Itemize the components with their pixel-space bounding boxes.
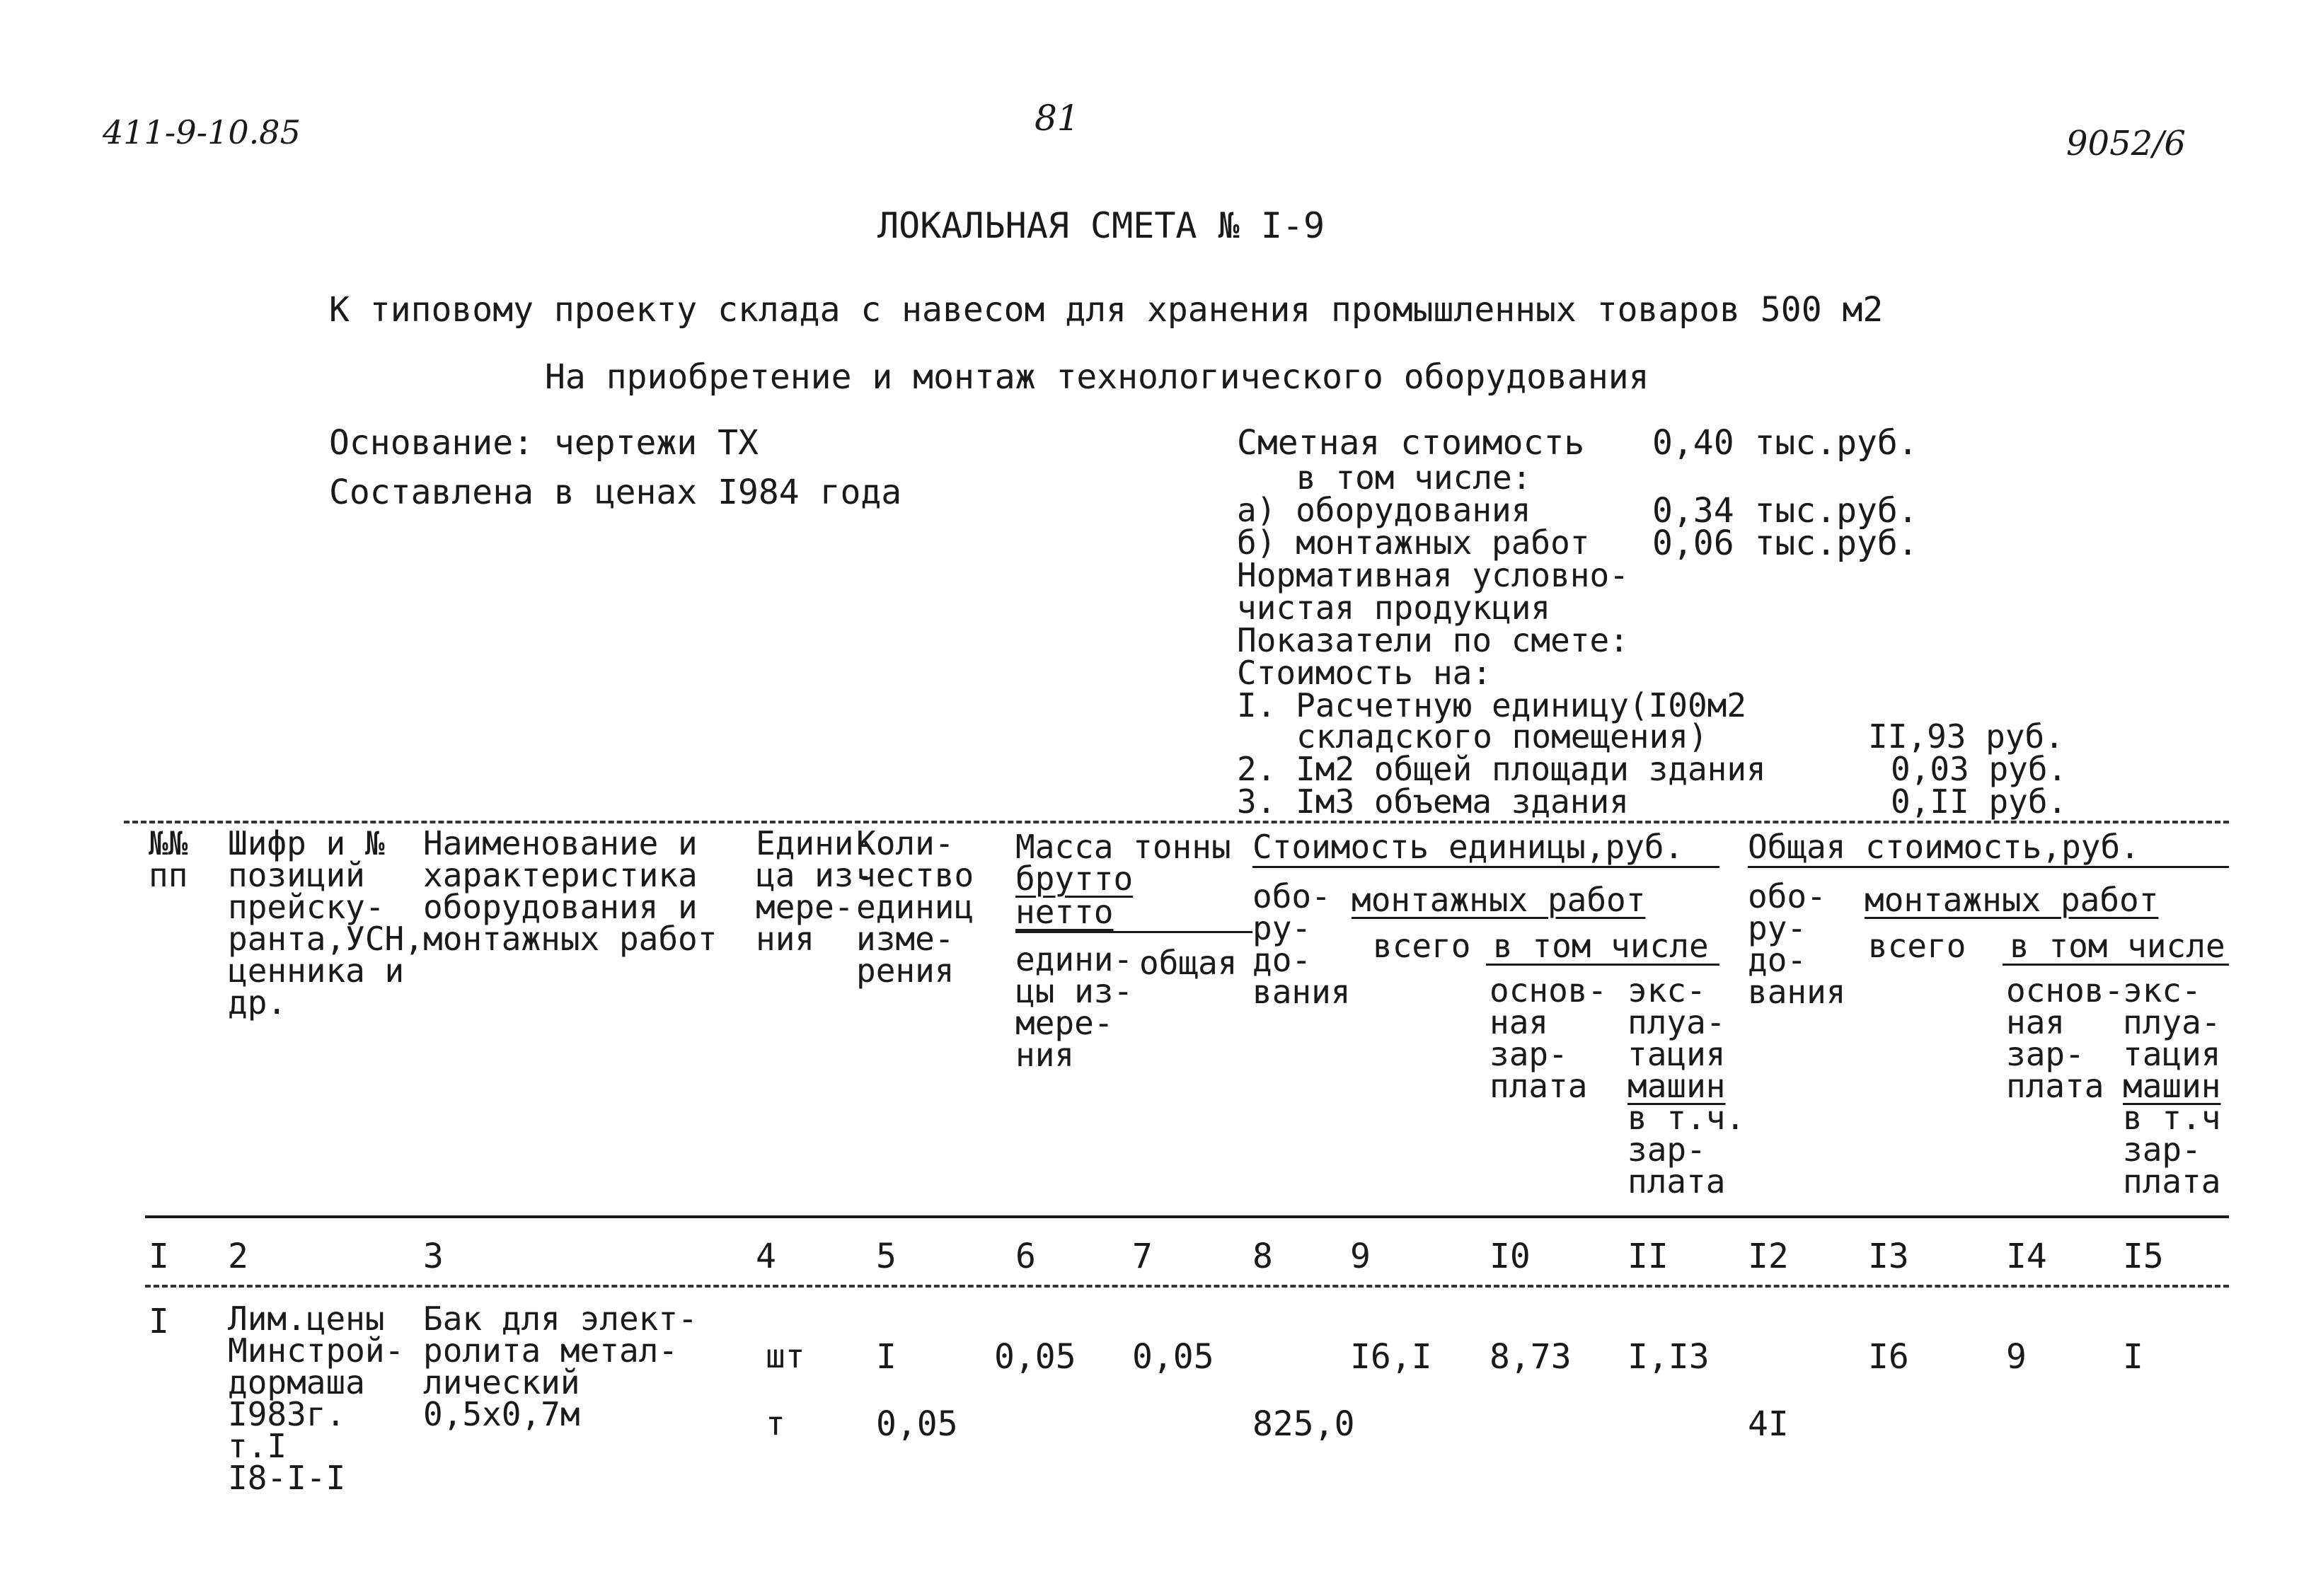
including-label: в том числе: [1296, 458, 1532, 497]
col-num-12: I2 [1748, 1237, 1789, 1276]
header-c10: основ- ная зар- плата [1490, 971, 1608, 1105]
col-num-13: I3 [1868, 1237, 1909, 1276]
header-c3: Наименование и характеристика оборудования и монтажных работ [423, 824, 718, 958]
document-title: ЛОКАЛЬНАЯ СМЕТА № I-9 [877, 205, 1325, 246]
col-num-11: II [1627, 1237, 1669, 1276]
row-total-salary: 9 [2006, 1337, 2027, 1377]
header-incl: в том числе [1493, 927, 1709, 965]
row-mount-total: I6,I [1350, 1337, 1432, 1377]
indicator-item-2: 2. Iм2 общей площади здания [1237, 750, 1766, 788]
normative-label-1: Нормативная условно- [1237, 556, 1629, 594]
header-mass-netto: нетто [1015, 893, 1114, 931]
colnum-bottom-rule [145, 1285, 2229, 1288]
header-incl-2: в том числе [2010, 927, 2225, 965]
header-c6: едини- цы из- мере- ния [1015, 940, 1134, 1074]
header-c12: обо- ру- до- вания [1748, 877, 1846, 1011]
row-unit-1: шт [766, 1337, 805, 1375]
col-num-14: I4 [2006, 1237, 2047, 1276]
header-bottom-rule [145, 1215, 2229, 1218]
row-code: Лим.цены Минстрой- дормаша I983г. т.I I8-I-I [228, 1300, 405, 1497]
col-num-8: 8 [1252, 1237, 1273, 1276]
col-num-1: I [149, 1237, 169, 1276]
archive-code: 411-9-10.85 [103, 113, 301, 151]
col-num-15: I5 [2123, 1237, 2164, 1276]
header-mount-works-2: монтажных работ [1865, 881, 2159, 919]
row-name: Бак для элект- ролита метал- лический 0,5х0,7м [423, 1300, 698, 1433]
cost-per-label: Стоимость на: [1237, 654, 1492, 692]
header-c11: экс- плуа- тация машин в т.ч. зар- плата [1627, 971, 1746, 1201]
estimated-cost-label: Сметная стоимость [1237, 423, 1585, 463]
table-top-rule [124, 821, 2229, 823]
estimated-cost-value: 0,40 тыс.руб. [1652, 423, 1918, 463]
mounting-cost-label: б) монтажных работ [1237, 524, 1590, 562]
col-num-10: I0 [1490, 1237, 1531, 1276]
header-unit-cost: Стоимость единицы,руб. [1252, 828, 1684, 866]
header-mount-works: монтажных работ [1352, 881, 1646, 919]
subtitle-project: К типовому проекту склада с навесом для хранения промышленных товаров 500 м2 [329, 290, 1884, 330]
sheet-number: 9052/6 [2066, 124, 2186, 163]
row-mass-unit: 0,05 [994, 1337, 1076, 1377]
header-total-cost: Общая стоимость,руб. [1748, 828, 2140, 866]
col-num-4: 4 [756, 1237, 776, 1276]
normative-label-2: чистая продукция [1237, 589, 1551, 627]
row-equip-unit: 825,0 [1252, 1404, 1355, 1444]
indicator-item-1a: I. Расчетную единицу(I00м2 [1237, 686, 1747, 724]
header-c4: Едини- ца из- мере- ния [756, 824, 874, 958]
rule-total-cost [1748, 866, 2229, 868]
page-number: 81 [1035, 98, 1080, 139]
header-mass-title: Масса тонны [1015, 828, 1231, 866]
row-mass-total: 0,05 [1132, 1337, 1214, 1377]
col-num-6: 6 [1015, 1237, 1036, 1276]
header-c8: обо- ру- до- вания [1252, 877, 1351, 1011]
row-total-machines: I [2123, 1337, 2143, 1377]
mounting-cost-value: 0,06 тыс.руб. [1652, 524, 1918, 563]
row-machines: I,I3 [1627, 1337, 1710, 1377]
row-total-mount: I6 [1868, 1337, 1909, 1377]
col-num-2: 2 [228, 1237, 248, 1276]
subtitle-purpose: На приобретение и монтаж технологического оборудования [545, 357, 1649, 397]
header-c7: общая [1139, 944, 1238, 982]
indicator-item-2-value: 0,03 руб. [1891, 750, 2068, 788]
equipment-cost-value: 0,34 тыс.руб. [1652, 491, 1918, 531]
header-c5: Коли- чество единиц изме- рения [856, 824, 974, 990]
rule-unit-cost [1252, 866, 1719, 868]
indicator-item-1b: складского помещения) [1296, 717, 1708, 756]
indicator-item-1-value: II,93 руб. [1868, 717, 2064, 756]
header-c13: всего [1868, 927, 1966, 965]
equipment-cost-label: а) оборудования [1237, 491, 1531, 529]
basis: Основание: чертежи ТХ [329, 423, 759, 463]
header-c1: №№ пп [149, 824, 188, 894]
row-unit-2: т [766, 1404, 785, 1442]
header-mass-brutto: брутто [1015, 860, 1134, 898]
row-equip-total: 4I [1748, 1404, 1789, 1444]
indicator-item-3-value: 0,II руб. [1891, 782, 2068, 821]
row-base-salary: 8,73 [1490, 1337, 1572, 1377]
row-qty-1: I [876, 1337, 897, 1377]
indicators-label: Показатели по смете: [1237, 621, 1629, 659]
col-num-3: 3 [423, 1237, 444, 1276]
header-c2: Шифр и № позиций прейску- ранта,УСН, ценника и др. [228, 824, 424, 1022]
indicator-item-3: 3. Iм3 объема здания [1237, 782, 1629, 821]
rule-mass [1015, 931, 1252, 933]
header-c9: всего [1373, 927, 1471, 965]
header-c14: основ- ная зар- плата [2006, 971, 2124, 1105]
col-num-7: 7 [1132, 1237, 1153, 1276]
row-qty-2: 0,05 [876, 1404, 958, 1444]
row-number: I [149, 1302, 169, 1341]
col-num-5: 5 [876, 1237, 897, 1276]
header-c15: экс- плуа- тация машин в т.ч зар- плата [2123, 971, 2221, 1201]
price-base: Составлена в ценах I984 года [329, 473, 902, 512]
col-num-9: 9 [1350, 1237, 1371, 1276]
